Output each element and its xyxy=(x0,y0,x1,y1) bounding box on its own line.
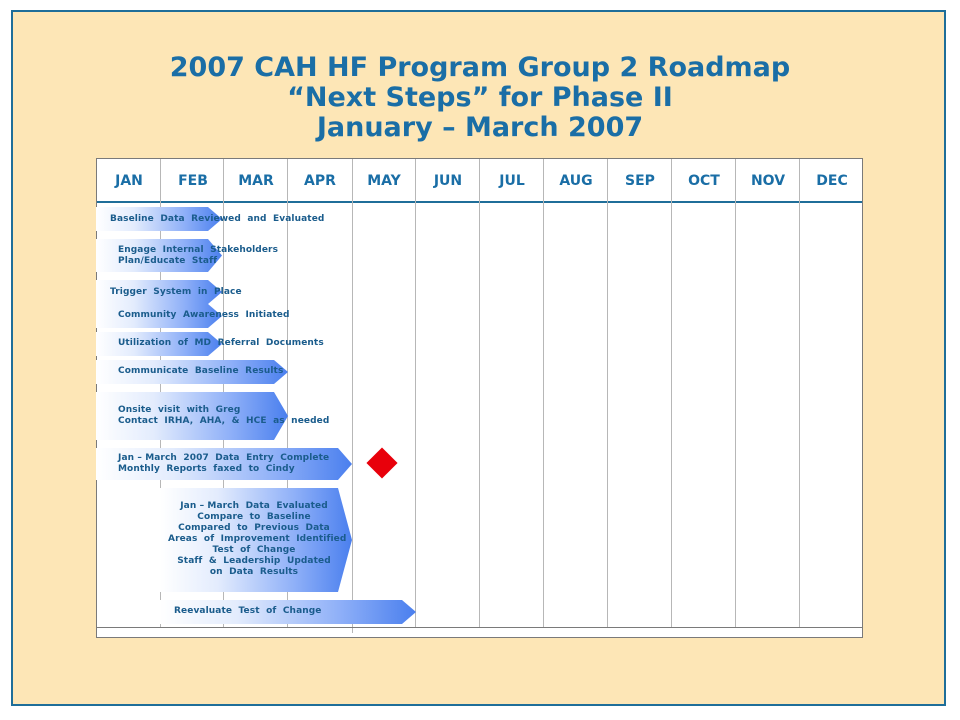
divider-line xyxy=(415,159,416,627)
month-jun: JUN xyxy=(433,173,463,189)
task-label-onsite-visit: Onsite visit with Greg Contact IRHA, AHA, & HCE as needed xyxy=(118,405,330,426)
month-feb: FEB xyxy=(178,173,208,189)
title-line-1: 2007 CAH HF Program Group 2 Roadmap xyxy=(169,52,791,83)
task-label-reevaluate: Reevaluate Test of Change xyxy=(174,606,322,616)
divider-line xyxy=(543,159,544,627)
divider-line xyxy=(607,159,608,627)
month-nov: NOV xyxy=(750,173,786,189)
divider-line xyxy=(479,159,480,627)
month-dec: DEC xyxy=(816,173,848,189)
title-line-2: “Next Steps” for Phase II xyxy=(287,82,673,113)
month-mar: MAR xyxy=(238,173,274,189)
month-aug: AUG xyxy=(559,173,593,189)
month-jul: JUL xyxy=(499,173,525,189)
divider-line xyxy=(671,159,672,627)
task-label-baseline-review: Baseline Data Reviewed and Evaluated xyxy=(110,214,325,224)
task-label-data-entry: Jan – March 2007 Data Entry Complete Monthly Reports faxed to Cindy xyxy=(118,453,330,474)
month-sep: SEP xyxy=(625,173,655,189)
task-label-md-referral: Utilization of MD Referral Documents xyxy=(118,338,324,348)
task-label-data-evaluated: Jan – March Data Evaluated Compare to Baseline Compared to Previous Data Areas of Improvement Identified Test of Change Staff & Leadership Updated on Data Results xyxy=(168,501,347,577)
divider-line xyxy=(735,159,736,627)
task-label-community-awareness: Community Awareness Initiated xyxy=(118,310,290,320)
page-title xyxy=(0,53,960,143)
divider-line xyxy=(799,159,800,627)
task-label-trigger-system: Trigger System in Place xyxy=(110,287,242,297)
title-line-3: January – March 2007 xyxy=(316,112,644,143)
month-jan: JAN xyxy=(115,173,143,189)
month-apr: APR xyxy=(304,173,336,189)
divider-line xyxy=(352,159,353,633)
task-label-communicate-results: Communicate Baseline Results xyxy=(118,366,284,376)
task-label-engage-stakeholders: Engage Internal Stakeholders Plan/Educate Staff xyxy=(118,245,279,266)
chart-footer-line xyxy=(97,627,862,628)
month-may: MAY xyxy=(367,173,401,189)
month-oct: OCT xyxy=(688,173,720,189)
